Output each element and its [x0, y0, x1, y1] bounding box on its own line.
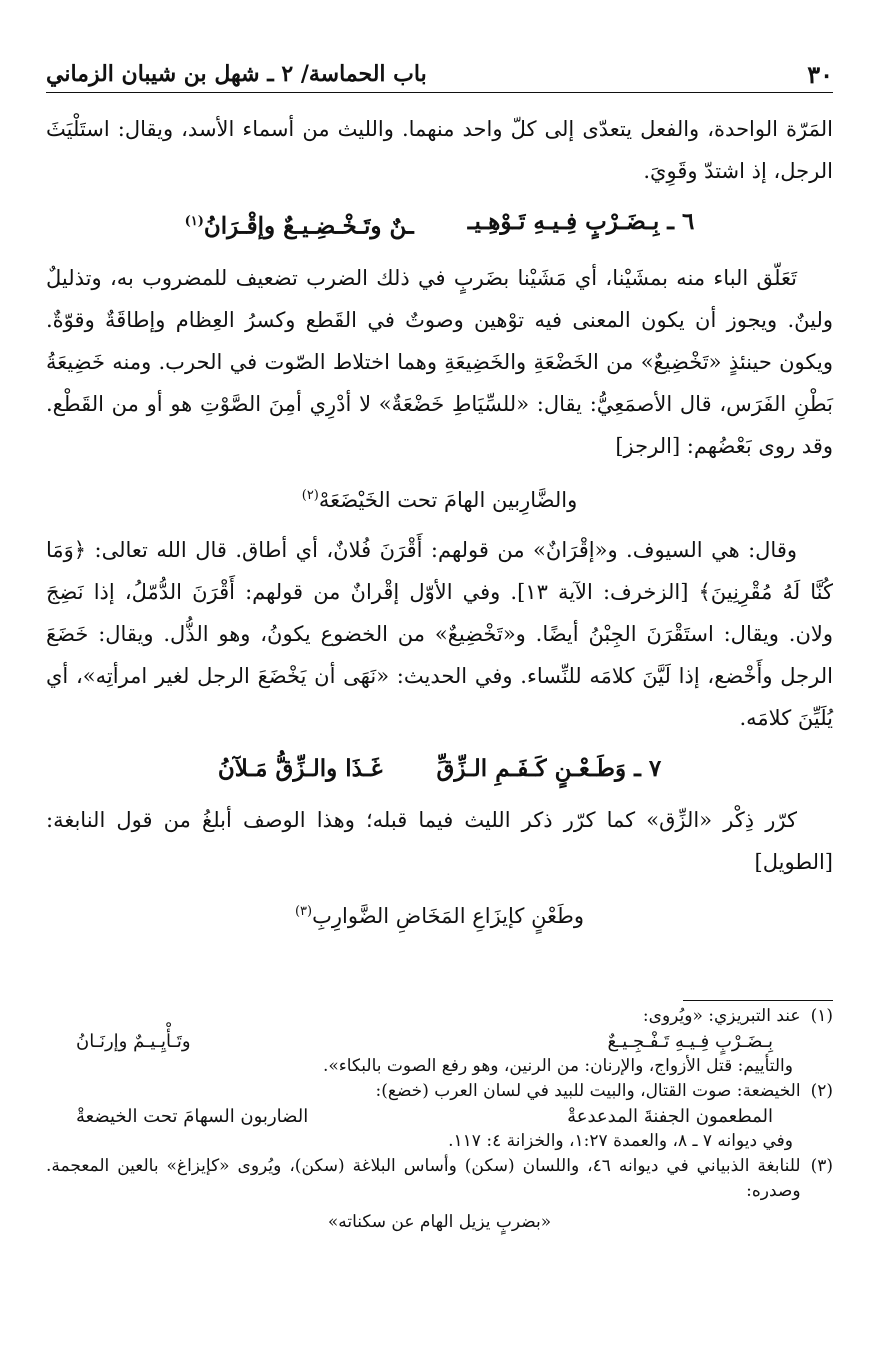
verse-6-second-text: ـنٌ وتَـخْـضِـيـعٌ وإقْـرَانُ: [203, 212, 414, 240]
footnote-1-verse-second: وتَـأْيِـيـمٌ وإرنَـانُ: [76, 1031, 191, 1052]
verse-6-second-hemistich: [185, 198, 414, 251]
footnote-1-number: (١): [810, 1006, 833, 1026]
footnote-1-intro: عند التبريزي: «ويُروى:: [642, 1006, 801, 1026]
footnote-1: [46, 1004, 833, 1029]
footnotes: [46, 1004, 833, 1235]
paragraph-3: وقال: هي السيوف. و«إقْرَانٌ» من قولهم: أَقْرَنَ فُلانٌ، أي أطاق. قال الله تعالى: ﴿وَمَا كُنَّا لَهُ مُقْرِنِينَ﴾ [الزخرف: الآية ١٣]. وفي الأوّل إقْرانٌ من قولهم: أَقْرَنَ الدُّمّلُ، إذا نَضِجَ ولان. ويقال: استَقْرَنَ الجِبْنُ أيضًا. و«تَخْضِيعٌ» من الخضوع يكونُ، وهو الذُّل. ويقال: خَضَعَ الرجل وأَخْضع، إذا لَيَّنَ كلامَه للنِّساء. وفي الحديث: «نَهَى أن يَخْضَعَ الرجل لغير امرأتِه»، أي يُلَيِّنَ كلامَه.: [46, 537, 833, 730]
footnote-3: [46, 1154, 833, 1204]
footnote-2-verse-second: الضاربون السهامَ تحت الخيضعةْ: [76, 1106, 309, 1127]
footnote-2: [46, 1079, 833, 1104]
verse-7-first-hemistich: ٧ ـ وَطَـعْـنٍ كَـفَـمِ الـزِّقِّ: [436, 754, 662, 782]
verse-6-first-hemistich: ٦ ـ بِـضَـرْبٍ فِـيـهِ تَـوْهِـيـ: [467, 208, 695, 235]
paragraph-1: المَرّة الواحدة، والفعل يتعدّى إلى كلّ واحد منهما. والليث من أسماء الأسد، ويقال: استَلْيَثَ الرجل، إذ اشتدّ وقَوِيَ.: [46, 117, 833, 183]
footnote-ref-3: (٣): [294, 903, 313, 919]
rajaz-line: والضَّارِبين الهامَ تحت الخَيْضَعَهْ: [318, 487, 578, 512]
footnote-2-verse-first: المطعمون الجفنةَ المدعدعةْ: [567, 1106, 773, 1127]
footnote-3-text: للنابغة الذبياني في ديوانه ٤٦، واللسان (سكن) وأساس البلاغة (سكن)، ويُروى «كإيزاغ» بالعين المعجمة. وصدره:: [46, 1156, 801, 1201]
footnote-1-gloss: والتأييم: قتل الأزواج، والإرنان: من الرنين، وهو رفع الصوت بالبكاء».: [322, 1056, 793, 1076]
footnote-3-hemistich: «بضربٍ يزيل الهام عن سكناته»: [327, 1212, 552, 1232]
footnote-2-intro: الخيضعة: صوت القتال، والبيت للبيد في لسان العرب (خضع):: [375, 1081, 801, 1101]
page-header: [46, 56, 833, 93]
footnote-1-verse-first: بِـضَـرْبٍ فِـيـهِ تَـفْـجِـيـعٌ: [607, 1031, 773, 1052]
rajaz-quote: [46, 473, 833, 523]
paragraph-2: تَعَلّق الباء منه بمشَيْنا، أي مَشَيْنا بضَربٍ في ذلك الضرب تضعيف للمضروب به، وتذليلٌ ولينٌ. ويجوز أن يكون المعنى فيه توْهين وصوتٌ في القَطع وكسرُ العِظام وإطاقَةٌ وقوّةٌ. ويكون حينئذٍ «تَخْضِيعٌ» من الخَضْعَةِ والخَضِيعَةِ وهما اختلاط الصّوت في الحرب. ومنه خَضِيعَةُ بَطْنِ الفَرَس، قال الأصمَعِيُّ: يقال: «للسِّيَاطِ خَضْعَةٌ» لا أدْرِي أمِنَ الصَّوْتِ هو أو من القَطْع. وقد روى بَعْضُهم: [الرجز]: [46, 265, 833, 458]
footnote-2-verse: [46, 1104, 833, 1129]
footnote-ref-2: (٢): [301, 487, 319, 503]
footnote-ref-1: (١): [184, 214, 204, 229]
tawil-quote: [46, 889, 833, 939]
verse-7-second-hemistich: غَـذَا والـزِّقُّ مَـلآنُ: [217, 754, 383, 782]
verse-7: [46, 745, 833, 793]
main-text: [46, 108, 833, 945]
footnote-1-verse: [46, 1029, 833, 1054]
page-number: ٣٠: [807, 59, 833, 89]
paragraph-4: كرّر ذِكْر «الزِّق» كما كرّر ذكر الليث فيما قبله؛ وهذا الوصف أبلغُ من قول النابغة: [الطويل]: [46, 807, 833, 874]
tawil-line: وطَعْنٍ كإيزَاعِ المَخَاضِ الضَّوارِبِ: [312, 903, 585, 928]
footnote-separator: [683, 1000, 833, 1001]
running-title: باب الحماسة/ ٢ ـ شهل بن شيبان الزماني: [46, 61, 427, 87]
footnote-2-number: (٢): [810, 1081, 833, 1101]
verse-6: [46, 198, 833, 251]
footnote-3-number: (٣): [810, 1156, 833, 1176]
footnote-2-reference: وفي ديوانه ٧ ـ ٨، والعمدة ١:٢٧، والخزانة ٤: ١١٧.: [448, 1131, 793, 1151]
